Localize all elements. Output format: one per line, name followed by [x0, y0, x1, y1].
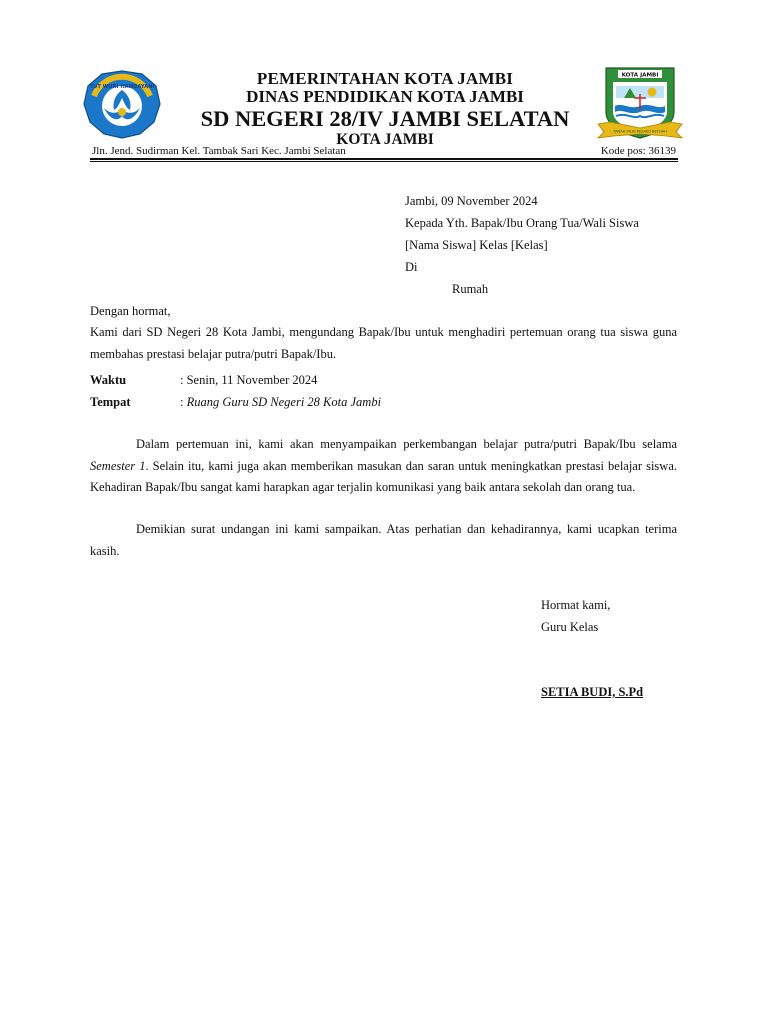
- semester-term: Semester 1: [90, 458, 146, 473]
- student-line: [Nama Siswa] Kelas [Kelas]: [405, 238, 548, 252]
- signature-salutation: Hormat kami,: [541, 598, 611, 612]
- tut-wuri-logo-text: TUT WURI HANDAYANI: [89, 84, 155, 90]
- body-paragraph-2: [90, 434, 677, 499]
- letterhead-department: DINAS PENDIDIKAN KOTA JAMBI: [246, 87, 524, 106]
- letterhead-postal-code: Kode pos: 36139: [600, 145, 676, 157]
- signature-name: SETIA BUDI, S.Pd: [541, 685, 644, 699]
- letterhead-title-block: [170, 70, 600, 149]
- kota-jambi-ribbon-text: TANAH PILIH PESAKO BETUAH: [613, 129, 667, 134]
- waktu-value-text: : Senin, 11 November 2024: [180, 373, 318, 387]
- waktu-value: [180, 371, 317, 389]
- tempat-label: Tempat: [90, 395, 131, 409]
- kota-jambi-crest-text: KOTA JAMBI: [621, 72, 659, 79]
- waktu-label: Waktu: [90, 373, 127, 387]
- tut-wuri-handayani-logo: [82, 68, 162, 140]
- tempat-value-text: Ruang Guru SD Negeri 28 Kota Jambi: [186, 395, 382, 409]
- letterhead-divider-thin: [90, 161, 678, 162]
- opening-paragraph: Kami dari SD Negeri 28 Kota Jambi, mengundang Bapak/Ibu untuk menghadiri pertemuan orang tua siswa guna membahas prestasi belajar putra/putri Bapak/Ibu.: [90, 325, 677, 361]
- place-line: Rumah: [452, 282, 489, 296]
- tempat-colon: :: [180, 395, 187, 409]
- letterhead-address: Jln. Jend. Sudirman Kel. Tambak Sari Kec. Jambi Selatan: [92, 145, 346, 157]
- letterhead-government: PEMERINTAHAN KOTA JAMBI: [256, 69, 514, 88]
- closing-paragraph: Demikian surat undangan ini kami sampaikan. Atas perhatian dan kehadirannya, kami ucapkan terima kasih.: [90, 522, 677, 558]
- signature-role: Guru Kelas: [541, 620, 599, 634]
- recipient-line: Kepada Yth. Bapak/Ibu Orang Tua/Wali Siswa: [405, 216, 639, 230]
- letter-date: Jambi, 09 November 2024: [405, 194, 538, 208]
- kota-jambi-crest-logo: [596, 64, 684, 140]
- tempat-value: [180, 393, 381, 411]
- letterhead-divider-thick: [90, 158, 678, 160]
- letterhead-city: KOTA JAMBI: [336, 131, 434, 148]
- para2-part-b: . Selain itu, kami juga akan memberikan masukan dan saran untuk meningkatkan prestasi belajar siswa. Kehadiran Bapak/Ibu sangat kami harapkan agar terjalin komunikasi yang baik antara sekolah dan orang tua.: [90, 458, 677, 494]
- letterhead-school-name: SD NEGERI 28/IV JAMBI SELATAN: [200, 106, 570, 131]
- greeting: Dengan hormat,: [90, 304, 171, 318]
- di-line: Di: [405, 260, 418, 274]
- para2-part-a: Dalam pertemuan ini, kami akan menyampaikan perkembangan belajar putra/putri Bapak/Ibu selama: [136, 437, 677, 451]
